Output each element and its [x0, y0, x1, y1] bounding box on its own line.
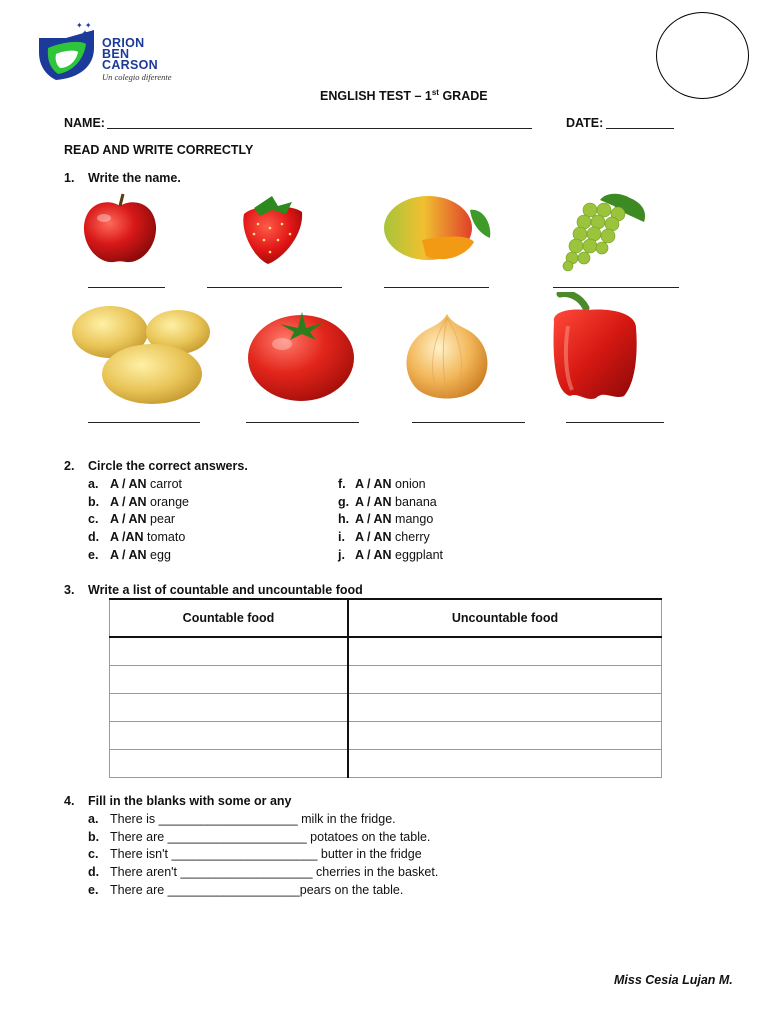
q3-number: 3.	[64, 583, 75, 597]
countable-cell[interactable]	[110, 694, 349, 722]
q4-item-letter: e.	[88, 882, 99, 897]
q4-item-letter: d.	[88, 865, 100, 880]
q4-item-letter: b.	[88, 829, 100, 844]
uncountable-header: Uncountable food	[348, 599, 662, 637]
title-text: ENGLISH TEST – 1	[320, 89, 432, 104]
svg-text:✦ ✦: ✦ ✦	[76, 21, 92, 30]
q2-item	[355, 495, 437, 509]
article-options[interactable]: A / AN	[355, 547, 392, 562]
q2-item	[355, 512, 433, 526]
svg-text:✦: ✦	[82, 30, 88, 37]
q2-item-word: eggplant	[391, 547, 444, 562]
veg-blank-1[interactable]	[88, 422, 200, 423]
mango-image	[382, 194, 496, 266]
tomato-image	[246, 310, 356, 402]
q2-item-word: pear	[146, 512, 176, 527]
q2-item-word: mango	[391, 512, 434, 527]
fruit-blank-3[interactable]	[384, 287, 489, 288]
q2-heading: Circle the correct answers.	[88, 459, 248, 473]
q4-sentence[interactable]: There are ___________________pears on the table.	[110, 882, 404, 897]
q2-item	[110, 548, 171, 562]
q2-item-letter: g.	[338, 494, 350, 509]
q2-item	[355, 548, 443, 562]
q1-number: 1.	[64, 171, 75, 185]
q2-item-word: onion	[391, 477, 426, 491]
title-after: GRADE	[438, 89, 488, 104]
countable-cell[interactable]	[110, 666, 349, 694]
q2-item-letter: a.	[88, 477, 99, 491]
q2-item-letter: h.	[338, 512, 350, 527]
uncountable-cell[interactable]	[348, 750, 662, 778]
q2-item	[110, 477, 182, 491]
q4-item-letter: a.	[88, 812, 99, 826]
q4-heading: Fill in the blanks with some or any	[88, 794, 292, 808]
fruit-blank-4[interactable]	[553, 287, 679, 288]
instruction-heading: READ AND WRITE CORRECTLY	[64, 143, 254, 157]
school-logo	[36, 18, 196, 88]
q3-heading: Write a list of countable and uncountable food	[88, 583, 363, 597]
article-options[interactable]: A / AN	[355, 477, 392, 491]
potatoes-image	[70, 304, 212, 406]
article-options[interactable]: A /AN	[110, 530, 144, 545]
q4-sentence[interactable]: There is ____________________ milk in the fridge.	[110, 812, 396, 826]
teacher-signature: Miss Cesia Lujan M.	[614, 973, 733, 987]
q2-item-word: cherry	[391, 530, 430, 545]
q4-item-letter: c.	[88, 847, 99, 862]
grade-circle	[656, 12, 749, 99]
logo-line-2: BEN	[102, 47, 130, 61]
q2-item-word: tomato	[143, 530, 186, 545]
q2-item-letter: e.	[88, 547, 99, 562]
q2-item-word: orange	[146, 494, 189, 509]
article-options[interactable]: A / AN	[110, 512, 147, 527]
veg-blank-3[interactable]	[412, 422, 525, 423]
date-field[interactable]	[606, 128, 674, 129]
q2-item-letter: c.	[88, 512, 99, 527]
q2-number: 2.	[64, 459, 75, 473]
article-options[interactable]: A / AN	[110, 477, 147, 491]
uncountable-cell[interactable]	[348, 637, 662, 666]
q4-sentence[interactable]: There are ____________________ potatoes on the table.	[110, 829, 431, 844]
uncountable-cell[interactable]	[348, 722, 662, 750]
q1-heading: Write the name.	[88, 171, 181, 185]
article-options[interactable]: A / AN	[110, 547, 147, 562]
shield-logo-icon	[36, 18, 100, 84]
veg-blank-2[interactable]	[246, 422, 359, 423]
q2-item-word: egg	[146, 547, 171, 562]
countable-table	[109, 598, 662, 778]
q2-item-letter: f.	[338, 477, 346, 491]
logo-line-3: CARSON	[102, 58, 158, 72]
q2-item	[110, 495, 189, 509]
q2-item	[355, 530, 430, 544]
logo-tagline: Un colegio diferente	[102, 72, 172, 82]
red-pepper-image	[548, 292, 640, 402]
article-options[interactable]: A / AN	[355, 530, 392, 545]
article-options[interactable]: A / AN	[110, 494, 147, 509]
date-label: DATE:	[566, 116, 604, 130]
article-options[interactable]: A / AN	[355, 512, 392, 527]
q2-item-letter: j.	[338, 547, 345, 562]
uncountable-cell[interactable]	[348, 694, 662, 722]
countable-header: Countable food	[110, 599, 349, 637]
q2-item	[110, 512, 175, 526]
q2-item-letter: b.	[88, 494, 100, 509]
countable-cell[interactable]	[110, 637, 349, 666]
q2-item-word: carrot	[146, 477, 183, 491]
q4-sentence[interactable]: There isn't _____________________ butter in the fridge	[110, 847, 422, 862]
title-sup: st	[431, 88, 439, 97]
name-label: NAME:	[64, 116, 105, 130]
uncountable-cell[interactable]	[348, 666, 662, 694]
q4-sentence[interactable]: There aren't ___________________ cherries in the basket.	[110, 865, 439, 880]
logo-line-1: ORION	[102, 36, 145, 50]
name-field[interactable]	[107, 128, 532, 129]
q2-item	[110, 530, 185, 544]
apple-image	[80, 192, 160, 266]
fruit-blank-2[interactable]	[207, 287, 342, 288]
fruit-blank-1[interactable]	[88, 287, 165, 288]
q2-item-letter: d.	[88, 530, 100, 545]
strawberry-image	[236, 188, 308, 266]
q2-item-word: banana	[391, 494, 437, 509]
countable-cell[interactable]	[110, 750, 349, 778]
countable-cell[interactable]	[110, 722, 349, 750]
q4-number: 4.	[64, 794, 75, 808]
article-options[interactable]: A / AN	[355, 494, 392, 509]
grapes-image	[560, 188, 652, 272]
onion-image	[398, 310, 496, 402]
veg-blank-4[interactable]	[566, 422, 664, 423]
q2-item	[355, 477, 426, 491]
q2-item-letter: i.	[338, 530, 345, 545]
page-title	[320, 88, 488, 103]
